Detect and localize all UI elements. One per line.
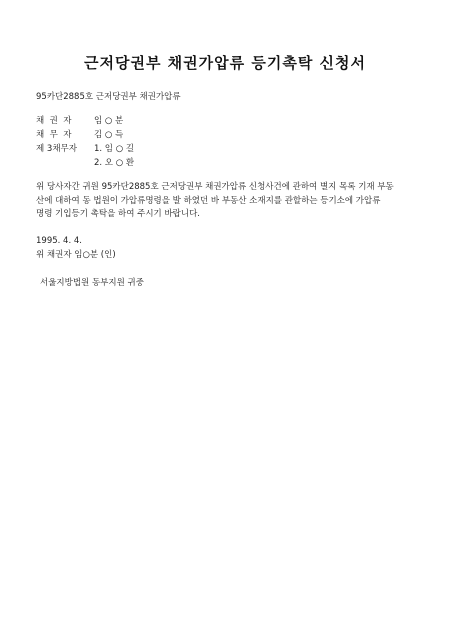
party-label-debtor: 채 무 자 [36,130,72,140]
document-date: 1995. 4. 4. [36,236,82,246]
request-paragraph [36,181,414,222]
party-value-debtor: 김 ○ 득 [94,130,124,140]
party-value-creditor: 임 ○ 분 [94,116,124,126]
court-addressee: 서울지방법원 동부지원 귀중 [40,278,144,288]
party-value-third-debtor-1: 1. 임 ○ 길 [94,144,135,154]
party-label-third-debtor: 제 3채무자 [36,144,77,154]
party-value-third-debtor-2: 2. 오 ○ 환 [94,158,135,168]
party-label-creditor: 채 권 자 [36,116,72,126]
paragraph-line: 위 당사자간 귀원 95카단2885호 근저당권부 채권가압류 신청사건에 관하여 별지 목록 기재 부동 [36,182,394,192]
paragraph-line: 명령 기입등기 촉탁을 하여 주시기 바랍니다. [36,209,201,219]
applicant-signature: 위 채권자 임○분 (인) [36,250,116,260]
case-line: 95카단2885호 근저당권부 채권가압류 [36,92,181,102]
document-title: 근저당권부 채권가압류 등기촉탁 신청서 [84,54,366,72]
paragraph-line: 산에 대하여 동 법원이 가압류명령을 발 하였던 바 부동산 소재지를 관할하는 등기소에 가압류 [36,195,381,206]
